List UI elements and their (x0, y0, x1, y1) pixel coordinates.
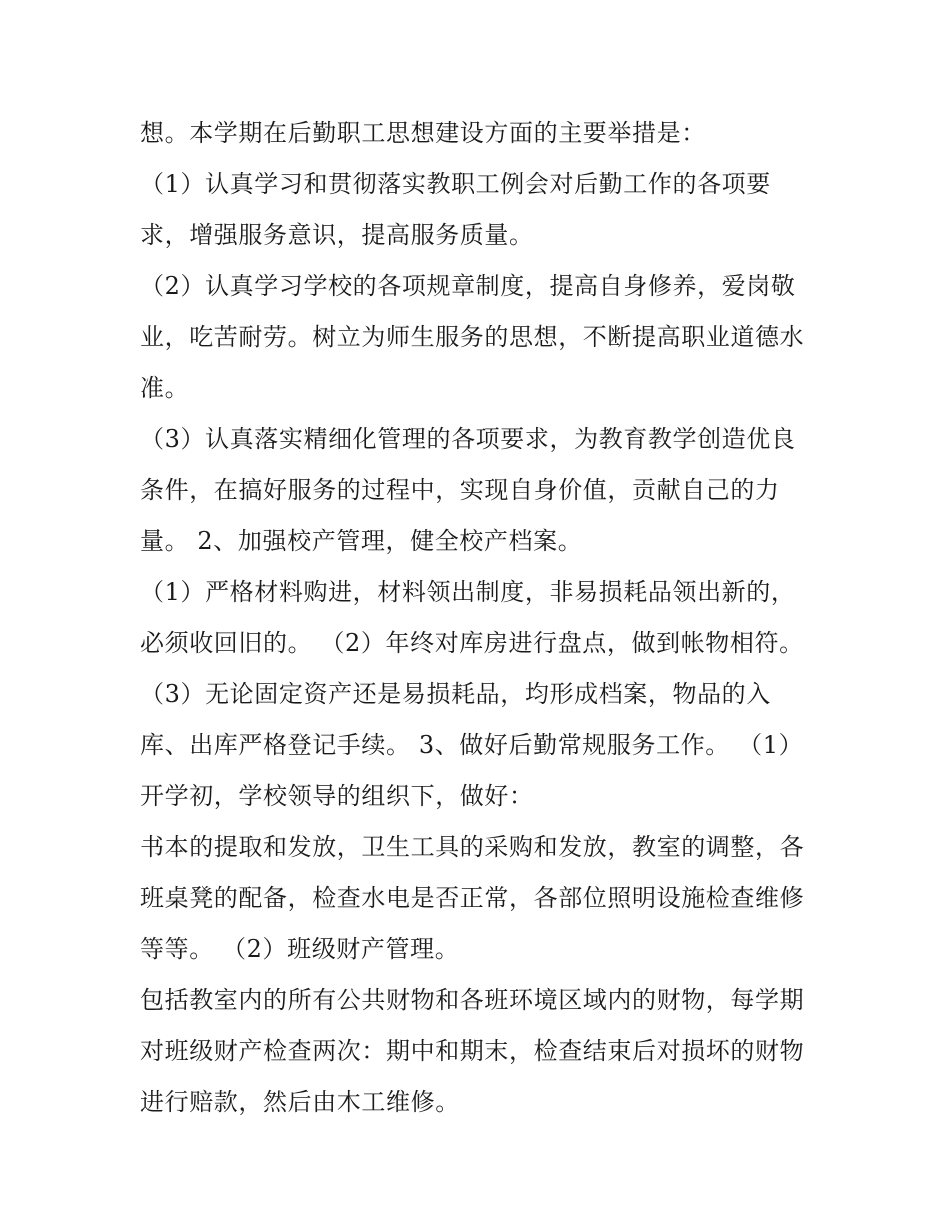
text-line: 业，吃苦耐劳。树立为师生服务的思想，不断提高职业道德水 (140, 323, 805, 351)
text-line: 必须收回旧的。 （2）年终对库房进行盘点，做到帐物相符。 (140, 629, 804, 657)
text-line: 库、出库严格登记手续。 3、做好后勤常规服务工作。 （1） (140, 731, 804, 759)
text-line: 准。 (140, 374, 190, 402)
text-line: 等等。 （2）班级财产管理。 (140, 935, 460, 963)
text-line: 进行赔款，然后由木工维修。 (140, 1088, 460, 1116)
body-text (140, 108, 830, 1128)
text-line: （3）无论固定资产还是易损耗品，均形成档案，物品的入 (140, 680, 771, 708)
text-line: 开学初，学校领导的组织下，做好： (140, 782, 534, 810)
text-line: （1）认真学习和贯彻落实教职工例会对后勤工作的各项要 (140, 170, 771, 198)
text-line: （3）认真落实精细化管理的各项要求，为教育教学创造优良 (140, 425, 796, 453)
text-line: 包括教室内的所有公共财物和各班环境区域内的财物，每学期 (140, 986, 805, 1014)
text-line: 对班级财产检查两次：期中和期末，检查结束后对损坏的财物 (140, 1037, 805, 1065)
text-line: （2）认真学习学校的各项规章制度，提高自身修养，爱岗敬 (140, 272, 796, 300)
text-line: 条件，在搞好服务的过程中，实现自身价值，贡献自己的力 (140, 476, 780, 504)
text-line: 想。本学期在后勤职工思想建设方面的主要举措是： (140, 119, 706, 147)
text-line: 书本的提取和发放，卫生工具的采购和发放，教室的调整，各 (140, 833, 805, 861)
text-line: 量。 2、加强校产管理，健全校产档案。 (140, 527, 583, 555)
text-line: 班桌凳的配备，检查水电是否正常，各部位照明设施检查维修 (140, 884, 805, 912)
text-line: （1）严格材料购进，材料领出制度，非易损耗品领出新的， (140, 578, 796, 606)
text-line: 求，增强服务意识，提高服务质量。 (140, 221, 534, 249)
